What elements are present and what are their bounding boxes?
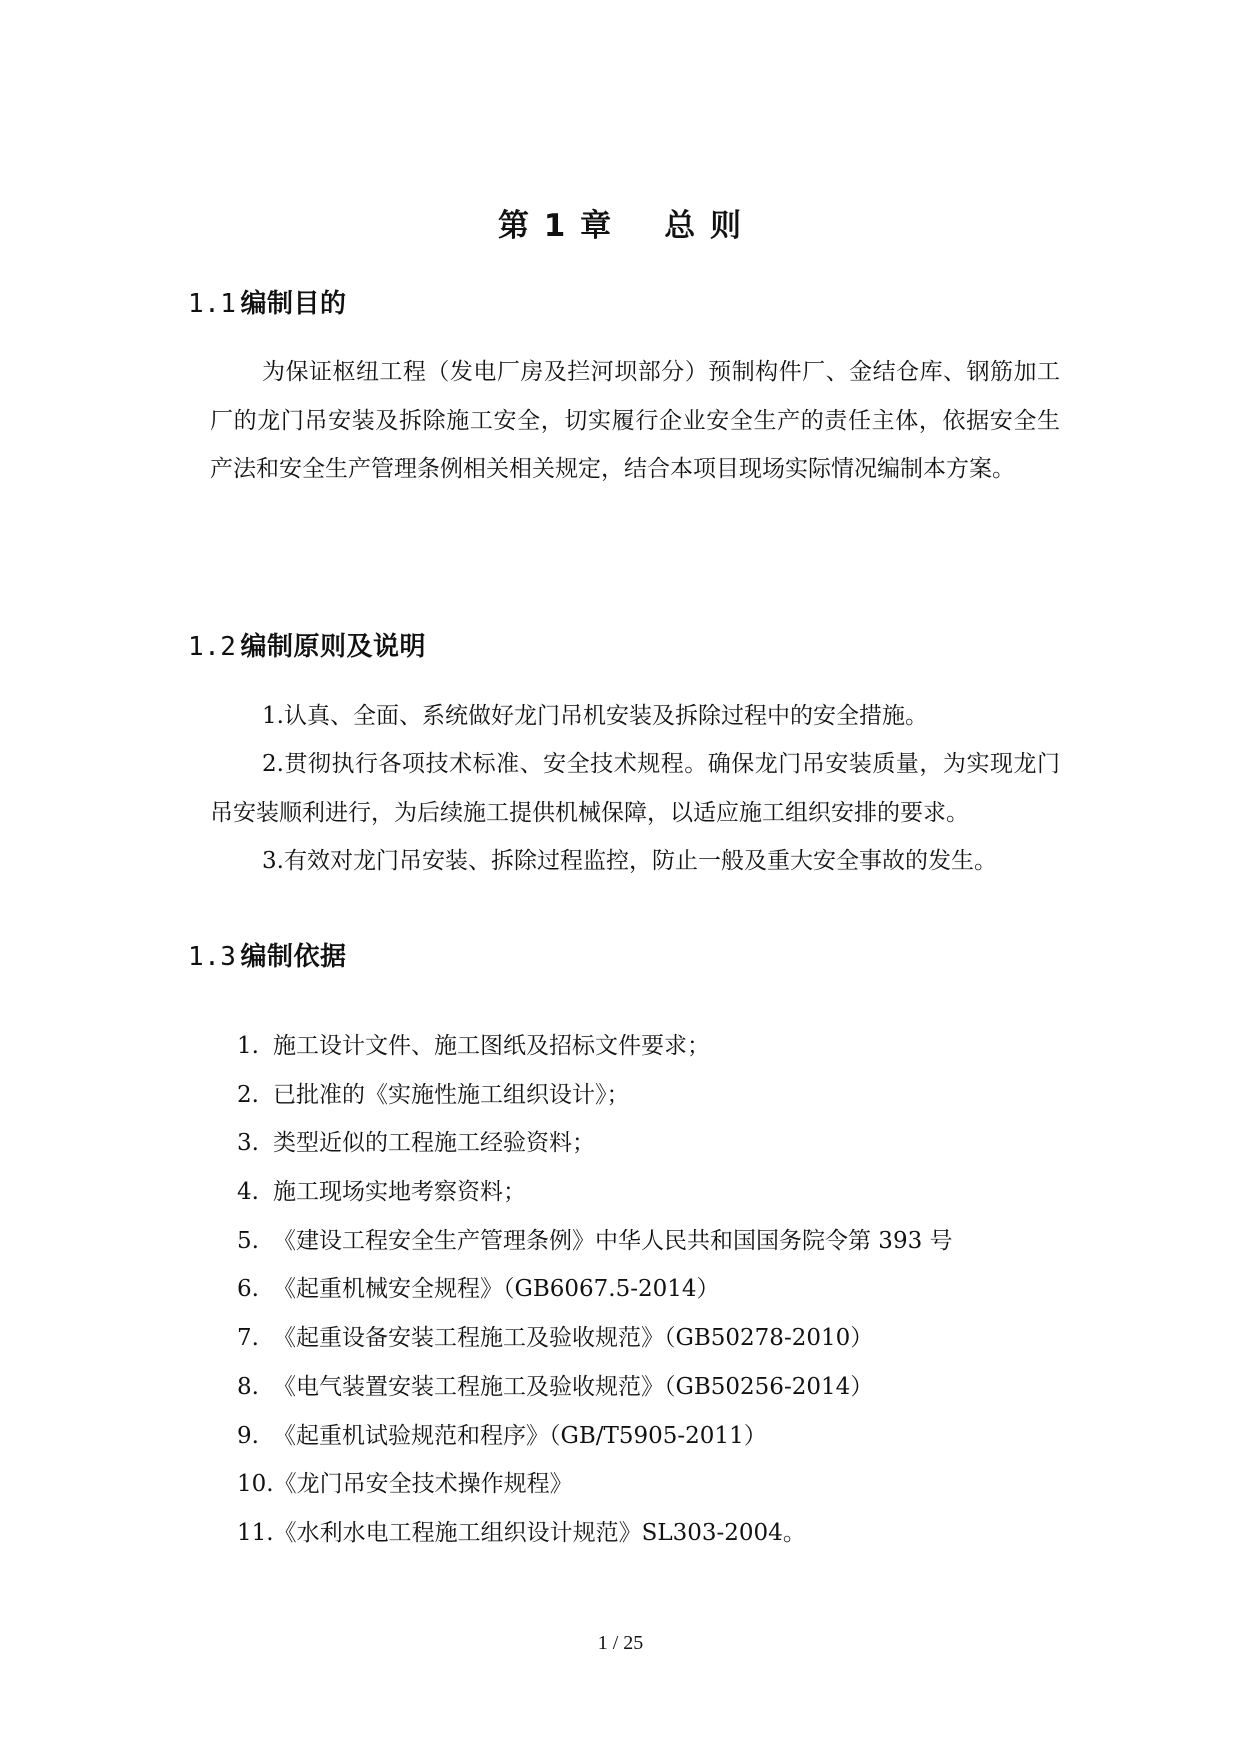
section-title: 编制依据 [240,942,347,972]
list-text: 已批准的《实施性施工组织设计》； [273,1081,630,1108]
list-item [237,1022,953,1071]
list-number: 7. [237,1325,259,1352]
list-item [237,1314,953,1363]
list-text: 《起重设备安装工程施工及验收规范》（GB50278-2010） [273,1325,874,1352]
list-text: 施工现场实地考察资料； [273,1179,526,1206]
section-heading-1-2 [188,626,426,663]
section-title: 编制目的 [240,289,347,319]
list-number: 5. [237,1227,259,1254]
purpose-paragraph: 为保证枢纽工程（发电厂房及拦河坝部分）预制构件厂、金结仓库、钢筋加工厂的龙门吊安装及拆除施工安全，切实履行企业安全生产的责任主体，依据安全生产法和安全生产管理条例相关相关规定，结合本项目现场实际情况编制本方案。 [210,359,1060,482]
list-number: 9. [237,1422,259,1449]
list-item [237,1363,953,1412]
list-text: 《起重机械安全规程》（GB6067.5-2014） [273,1276,720,1303]
section-number: 1.2 [188,632,237,662]
section-heading-1-3 [188,936,346,973]
list-text: 《建设工程安全生产管理条例》中华人民共和国国务院令第 393 号 [273,1227,953,1254]
section-title: 编制原则及说明 [240,632,426,662]
list-number: 6. [237,1276,259,1303]
list-text: 《电气装置安装工程施工及验收规范》（GB50256-2014） [273,1373,874,1400]
section-number: 1.3 [188,942,237,972]
list-item [237,1071,953,1120]
list-number: 3. [237,1130,259,1157]
chapter-title: 第 1 章 总 则 [497,208,744,244]
list-number: 11. [237,1519,274,1546]
list-text: 《起重机试验规范和程序》（GB/T5905-2011） [273,1422,767,1449]
basis-list [237,1022,953,1558]
list-item [237,1217,953,1266]
list-item [237,1168,953,1217]
list-item [237,1119,953,1168]
principle-item-2: 2.贯彻执行各项技术标准、安全技术规程。确保龙门吊安装质量，为实现龙门吊安装顺利进行，为后续施工提供机械保障，以适应施工组织安排的要求。 [210,751,1060,826]
list-number: 4. [237,1179,259,1206]
list-number: 2. [237,1081,259,1108]
list-text: 《水利水电工程施工组织设计规范》SL303-2004。 [273,1519,806,1546]
list-text: 《龙门吊安全技术操作规程》 [273,1471,573,1498]
list-item [237,1509,953,1558]
principle-item-1: 1.认真、全面、系统做好龙门吊机安装及拆除过程中的安全措施。 [262,703,928,729]
page-number: 1 / 25 [597,1632,644,1654]
list-number: 1. [237,1033,259,1059]
list-item [237,1412,953,1461]
list-item [237,1265,953,1314]
list-item [237,1460,953,1509]
principle-item-3: 3.有效对龙门吊安装、拆除过程监控，防止一般及重大安全事故的发生。 [262,848,997,874]
list-number: 8. [237,1373,259,1400]
list-text: 类型近似的工程施工经验资料； [273,1130,595,1157]
list-text: 施工设计文件、施工图纸及招标文件要求； [273,1033,710,1059]
section-number: 1.1 [188,289,237,319]
list-number: 10. [237,1471,274,1498]
section-heading-1-1 [188,283,346,320]
